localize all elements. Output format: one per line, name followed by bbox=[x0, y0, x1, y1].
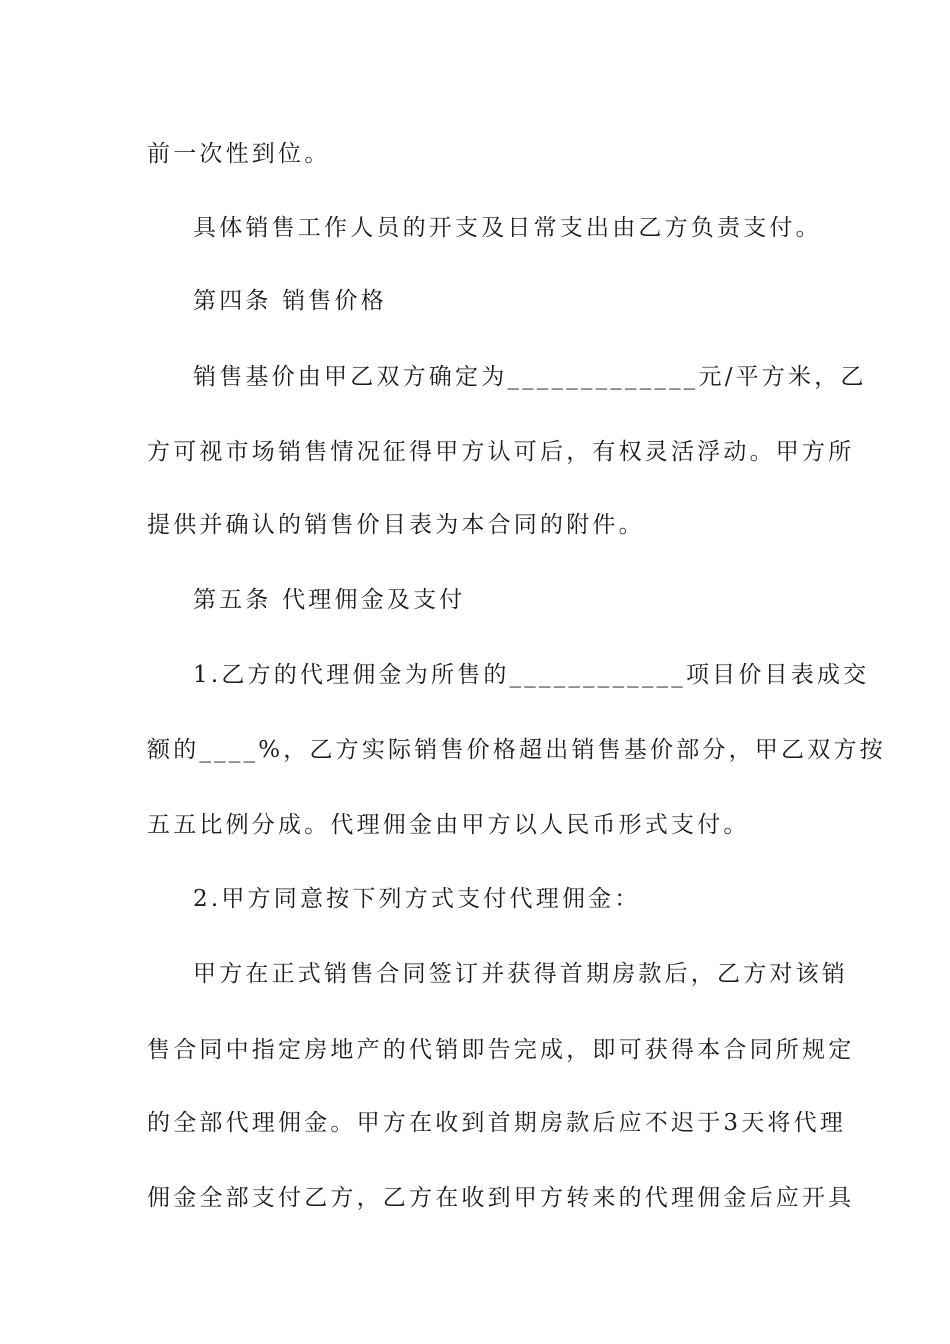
text-line: 具体销售工作人员的开支及日常支出由乙方负责支付。 bbox=[193, 215, 822, 241]
text-line: 售合同中指定房地产的代销即告完成，即可获得本合同所规定 bbox=[147, 1037, 855, 1063]
text-line: 的全部代理佣金。甲方在收到首期房款后应不迟于3天将代理 bbox=[147, 1110, 847, 1136]
text-line: 佣金全部支付乙方，乙方在收到甲方转来的代理佣金后应开具 bbox=[147, 1185, 855, 1211]
text-line: 销售基价由甲乙双方确定为_____________元/平方米，乙 bbox=[193, 364, 867, 390]
text-line: 五五比例分成。代理佣金由甲方以人民币形式支付。 bbox=[147, 812, 750, 838]
text-line: 额的____%，乙方实际销售价格超出销售基价部分，甲乙双方按 bbox=[147, 737, 886, 763]
text-line: 2.甲方同意按下列方式支付代理佣金： bbox=[193, 886, 641, 912]
text-line: 甲方在正式销售合同签订并获得首期房款后，乙方对该销 bbox=[193, 961, 848, 987]
section-heading: 第五条 代理佣金及支付 bbox=[193, 587, 466, 613]
text-line: 前一次性到位。 bbox=[147, 141, 331, 167]
text-line: 提供并确认的销售价目表为本合同的附件。 bbox=[147, 512, 645, 538]
section-heading: 第四条 销售价格 bbox=[193, 288, 387, 314]
text-line: 1.乙方的代理佣金为所售的____________项目价目表成交 bbox=[193, 662, 870, 688]
text-line: 方可视市场销售情况征得甲方认可后，有权灵活浮动。甲方所 bbox=[147, 439, 855, 465]
